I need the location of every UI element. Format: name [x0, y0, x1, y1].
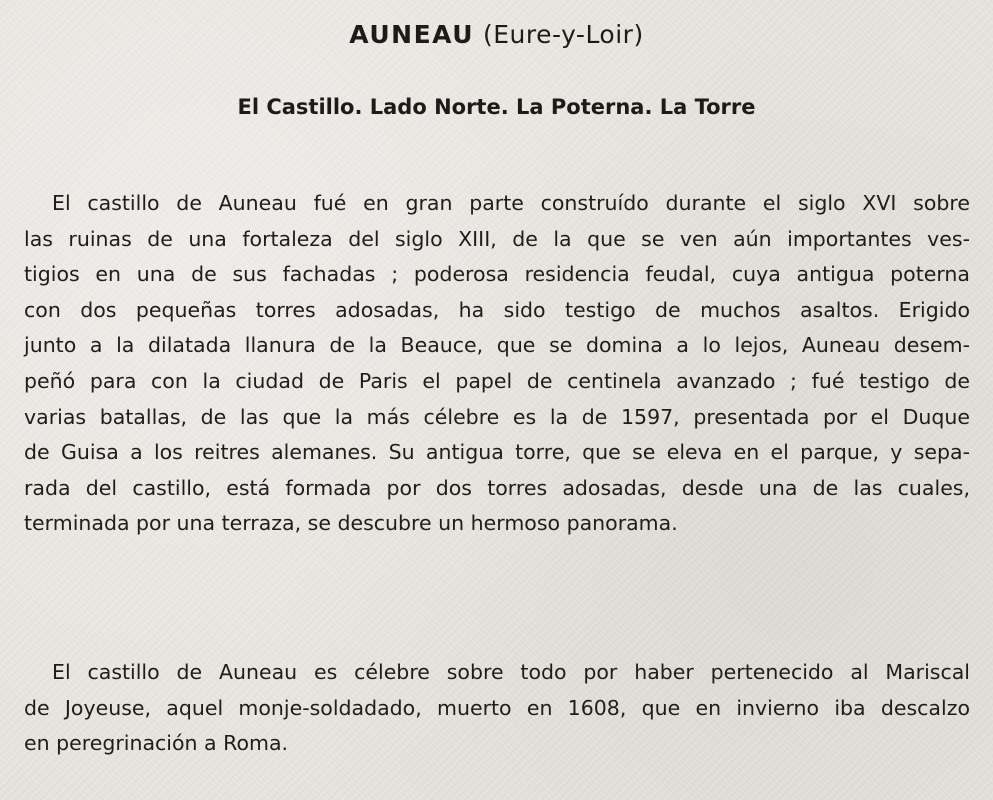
document-title: [0, 20, 993, 49]
paragraph-line: terminada por una terraza, se descubre un hermoso panorama.: [24, 511, 678, 536]
paragraph-2: [24, 655, 970, 762]
paragraph-line: El castillo de Auneau fué en gran parte construído durante el siglo XVI sobre: [52, 191, 970, 215]
paragraph-line: El castillo de Auneau es célebre sobre todo por haber pertenecido al Mariscal: [52, 660, 970, 684]
paragraph-1: [24, 186, 970, 542]
paragraph-line: junto a la dilatada llanura de la Beauce, que se domina a lo lejos, Auneau desem-: [24, 333, 970, 358]
paragraph-line: en peregrinación a Roma.: [24, 731, 289, 756]
paragraph-line: peñó para con la ciudad de Paris el papel de centinela avanzado ; fué testigo de: [24, 368, 970, 393]
paragraph-line: con dos pequeñas torres adosadas, ha sido testigo de muchos asaltos. Erigido: [24, 297, 970, 322]
paragraph-line: rada del castillo, está formada por dos torres adosadas, desde una de las cuales,: [24, 475, 970, 500]
paragraph-line: varias batallas, de las que la más célebre es la de 1597, presentada por el Duque: [24, 404, 970, 429]
title-place: AUNEAU: [349, 20, 475, 49]
paragraph-line: de Guisa a los reitres alemanes. Su antigua torre, que se eleva en el parque, y sepa-: [24, 440, 970, 465]
paragraph-line: las ruinas de una fortaleza del siglo XIII, de la que se ven aún importantes ves-: [24, 226, 970, 251]
document-subtitle: El Castillo. Lado Norte. La Poterna. La Torre: [237, 95, 756, 119]
paragraph-line: de Joyeuse, aquel monje-soldadado, muerto en 1608, que en invierno iba descalzo: [24, 695, 970, 720]
paragraph-line: tigios en una de sus fachadas ; poderosa residencia feudal, cuya antigua poterna: [24, 262, 970, 287]
title-region: (Eure-y-Loir): [482, 20, 644, 49]
